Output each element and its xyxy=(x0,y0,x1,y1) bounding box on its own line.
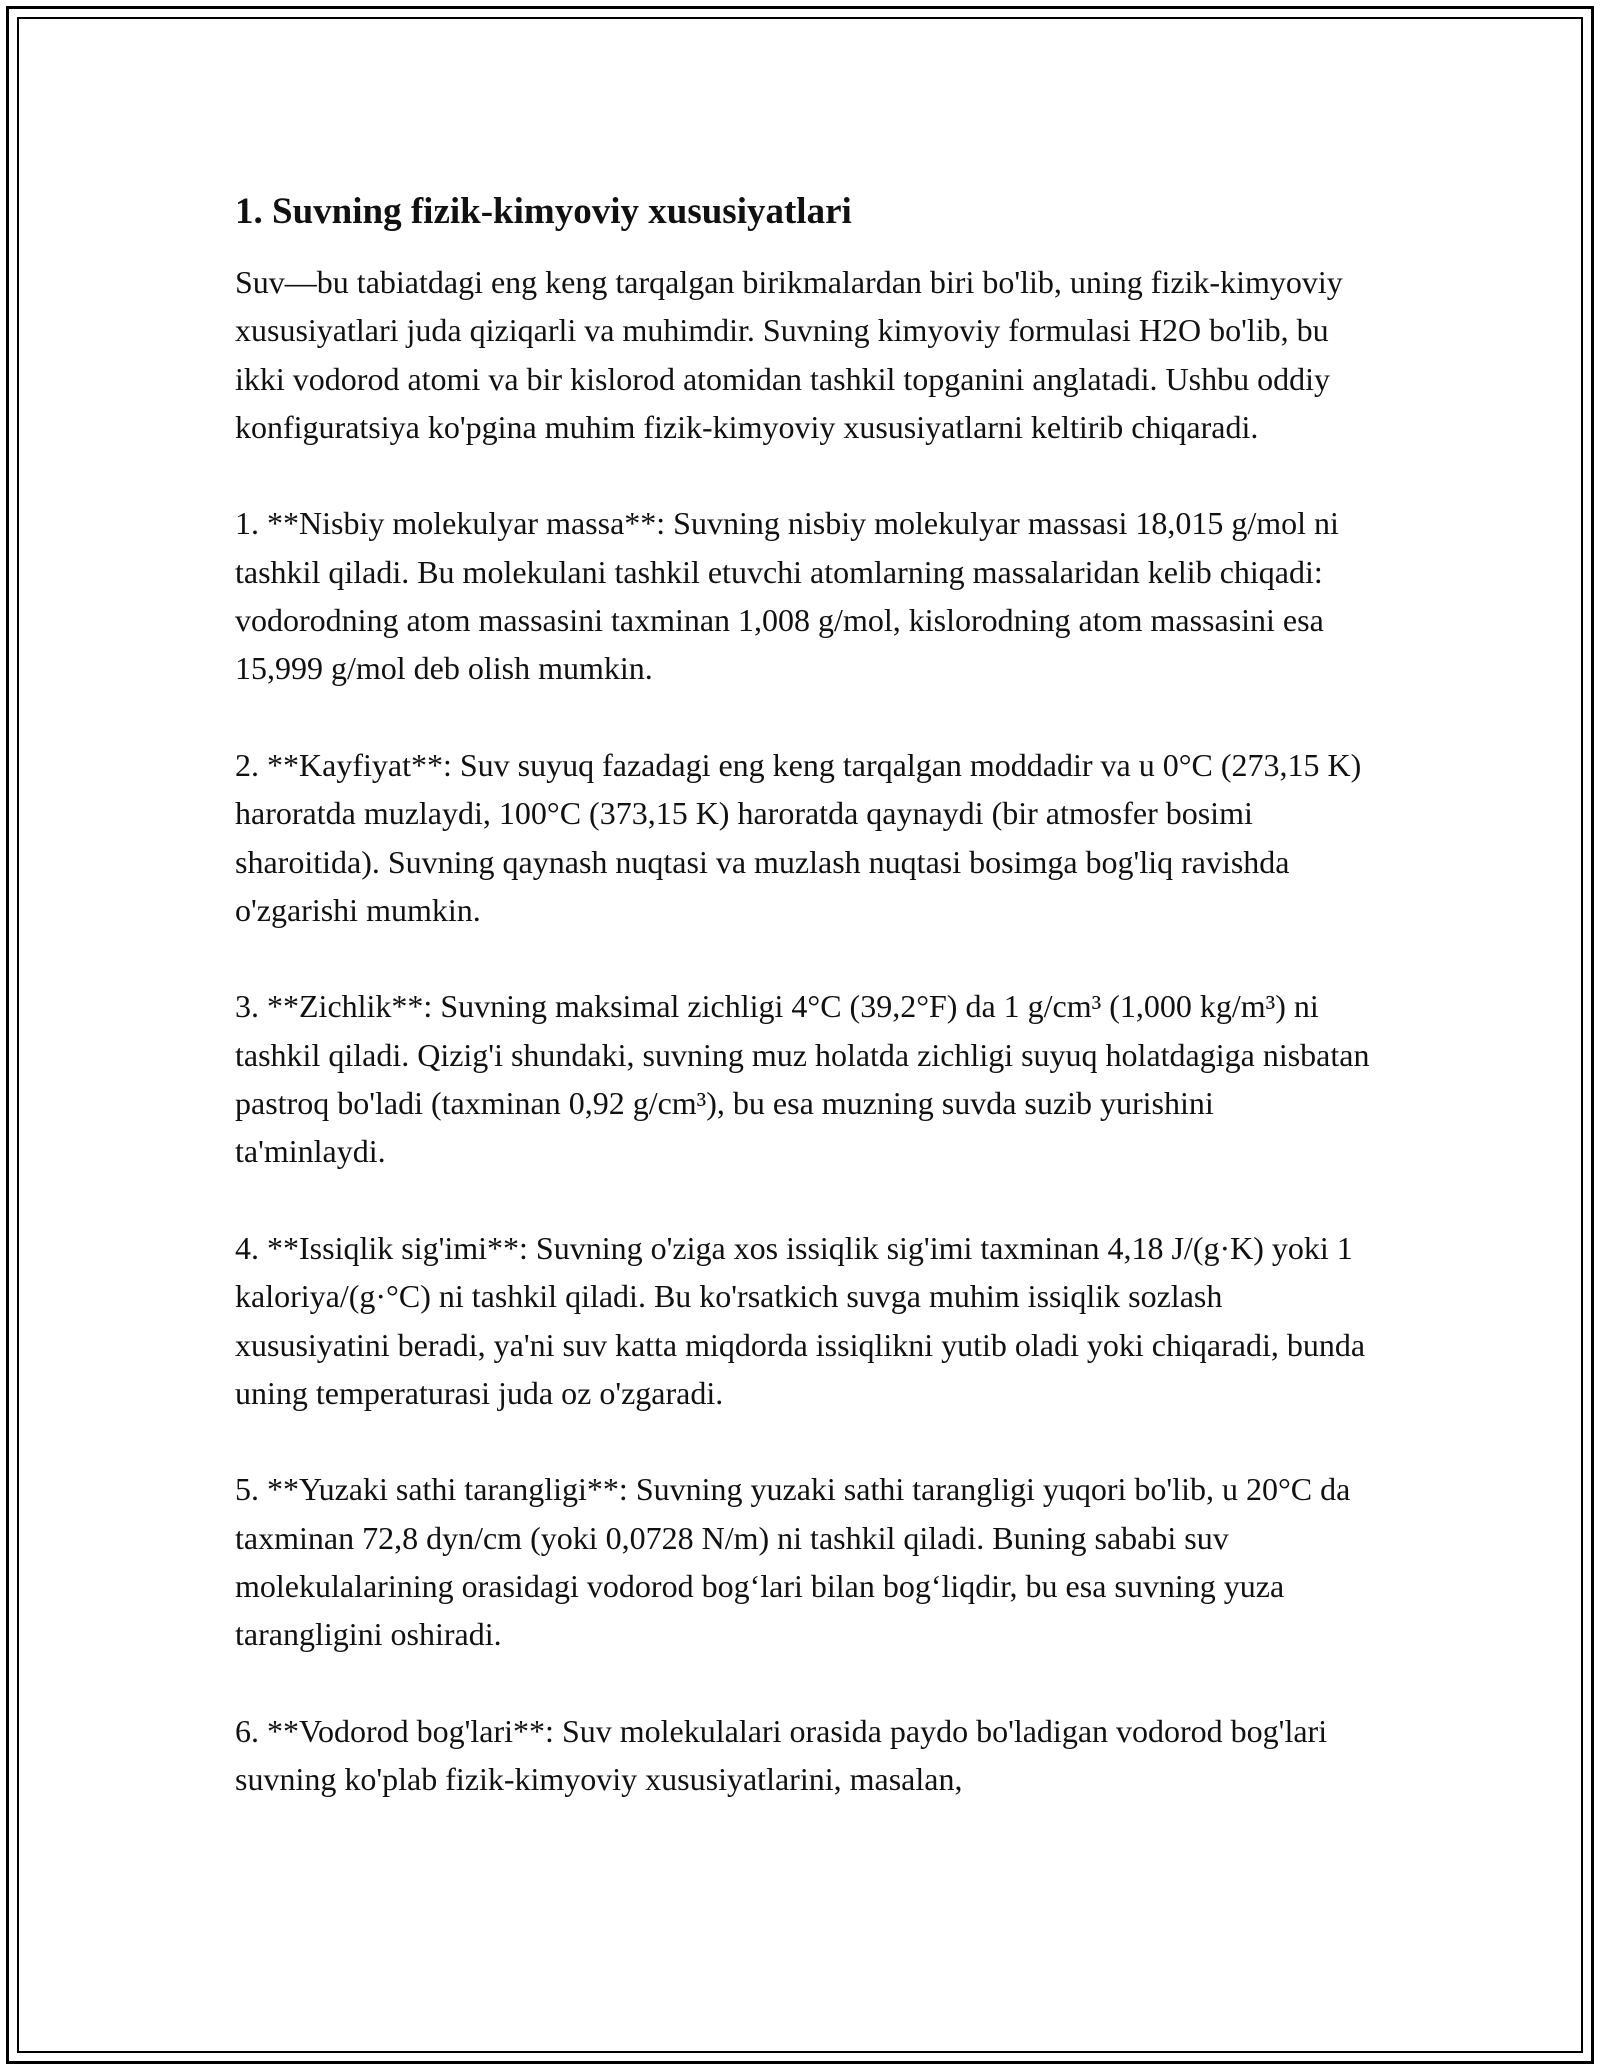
paragraph-state: 2. **Kayfiyat**: Suv suyuq fazadagi eng keng tarqalgan moddadir va u 0°C (273,15 K) haroratda muzlaydi, 100°C (373,15 K) haroratda qaynaydi (bir atmosfer bosimi sharoitida). Suvning qaynash nuqtasi va muzlash nuqtasi bosimga bog'liq ravishda o'zgarishi mumkin. xyxy=(235,746,1362,928)
paragraph-density: 3. **Zichlik**: Suvning maksimal zichligi 4°C (39,2°F) da 1 g/cm³ (1,000 kg/m³) ni tashkil qiladi. Qizig'i shundaki, suvning muz holatda zichligi suyuq holatdagiga nisbatan pastroq bo'ladi (taxminan 0,92 g/cm³), bu esa muzning suvda suzib yurishini ta'minlaydi. xyxy=(235,988,1370,1170)
paragraph-heat-capacity: 4. **Issiqlik sig'imi**: Suvning o'ziga xos issiqlik sig'imi taxminan 4,18 J/(g·K) yoki 1 kaloriya/(g·°C) ni tashkil qiladi. Bu ko'rsatkich suvga muhim issiqlik sozlash xususiyatini beradi, ya'ni suv katta miqdorda issiqlikni yutib oladi yoki chiqaradi, bunda uning temperaturasi juda oz o'zgaradi. xyxy=(235,1229,1366,1411)
section-heading: 1. Suvning fizik-kimyoviy xususiyatlari xyxy=(235,191,852,232)
intro-paragraph: Suv—bu tabiatdagi eng keng tarqalgan birikmalardan biri bo'lib, uning fizik-kimyoviy xususiyatlari juda qiziqarli va muhimdir. Suvning kimyoviy formulasi H2O bo'lib, bu ikki vodorod atomi va bir kislorod atomidan tashkil topganini anglatadi. Ushbu oddiy konfiguratsiya ko'pgina muhim fizik-kimyoviy xususiyatlarni keltirib chiqaradi. xyxy=(235,264,1343,445)
paragraph-molecular-mass: 1. **Nisbiy molekulyar massa**: Suvning nisbiy molekulyar massasi 18,015 g/mol ni tashkil qiladi. Bu molekulani tashkil etuvchi atomlarning massalaridan kelib chiqadi: vodorodning atom massasini taxminan 1,008 g/mol, kislorodning atom massasini esa 15,999 g/mol deb olish mumkin. xyxy=(235,505,1339,687)
document-body xyxy=(235,188,1370,1852)
paragraph-hydrogen-bonds: 6. **Vodorod bog'lari**: Suv molekulalari orasida paydo bo'ladigan vodorod bog'lari suvning ko'plab fizik-kimyoviy xususiyatlarini, masalan, xyxy=(235,1712,1328,1798)
paragraph-surface-tension: 5. **Yuzaki sathi tarangligi**: Suvning yuzaki sathi tarangligi yuqori bo'lib, u 20°C da taxminan 72,8 dyn/cm (yoki 0,0728 N/m) ni tashkil qiladi. Buning sababi suv molekulalarining orasidagi vodorod bog‘lari bilan bog‘liqdir, bu esa suvning yuza tarangligini oshiradi. xyxy=(235,1471,1351,1653)
